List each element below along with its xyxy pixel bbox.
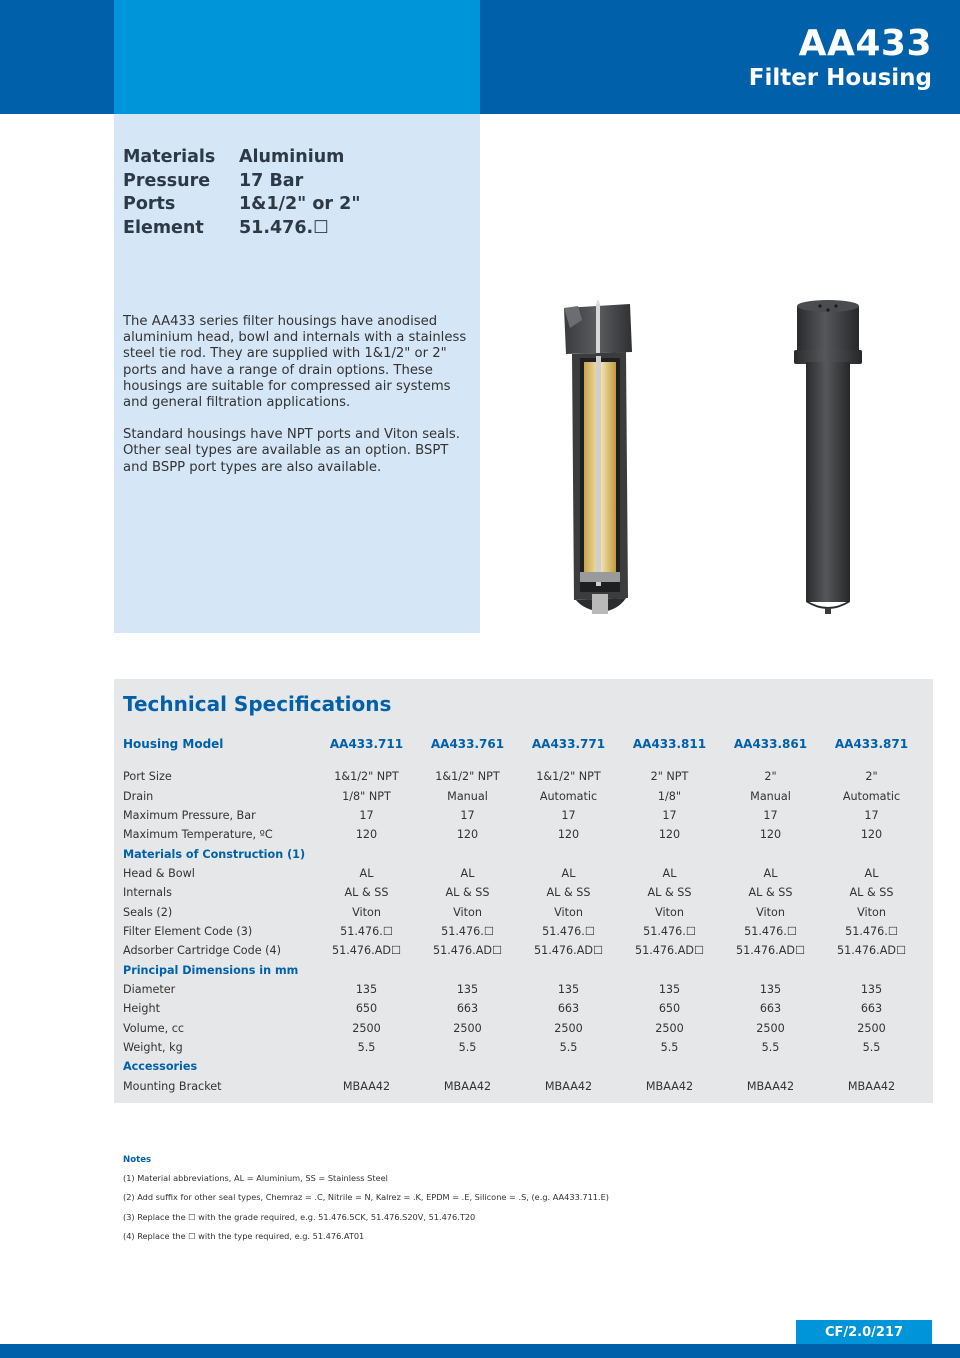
cell-value: 135 [355, 982, 378, 996]
cell-value: 663 [456, 1002, 479, 1016]
row-label: Mounting Bracket [123, 1079, 222, 1093]
summary-value: 17 Bar [239, 170, 304, 191]
cell-value: 135 [860, 982, 883, 996]
cell-value: AL [763, 866, 778, 880]
cell-value: 2500 [453, 1021, 482, 1035]
cell-value: Manual [750, 789, 791, 803]
cell-value: 2500 [352, 1021, 381, 1035]
technical-specifications-title: Technical Specifications [123, 692, 392, 716]
cell-value: 135 [557, 982, 580, 996]
cell-value: AL & SS [344, 886, 389, 900]
cell-value: 5.5 [357, 1040, 376, 1054]
table-spacer [123, 753, 922, 767]
specifications-table [123, 734, 922, 1096]
row-label: Weight, kg [123, 1040, 183, 1054]
model-number: AA433 [798, 23, 932, 64]
cell-value: 17 [561, 808, 576, 822]
cell-value: AL & SS [445, 886, 490, 900]
cell-value: 120 [860, 828, 883, 842]
cell-value: AL & SS [647, 886, 692, 900]
note-line: (2) Add suffix for other seal types, Chemraz = .C, Nitrile = N, Kalrez = .K, EPDM = .E, Silicone = .S, (e.g. AA433.711.E) [123, 1192, 609, 1203]
note-line: (4) Replace the ☐ with the type required, e.g. 51.476.AT01 [123, 1231, 365, 1242]
cell-value: MBAA42 [544, 1079, 593, 1093]
note-line: (1) Material abbreviations, AL = Aluminium, SS = Stainless Steel [123, 1173, 388, 1183]
description-paragraph: Standard housings have NPT ports and Viton seals. Other seal types are available as an option. BSPT and BSPP port types are also available. [123, 427, 460, 475]
model-header: AA433.761 [430, 736, 505, 751]
table-row [123, 922, 922, 941]
cell-value: 1&1/2" NPT [536, 770, 601, 784]
cell-value: 5.5 [761, 1040, 780, 1054]
table-row [123, 1038, 922, 1057]
table-row [123, 883, 922, 902]
table-row [123, 902, 922, 921]
cell-value: 17 [864, 808, 879, 822]
cell-value: 51.476.AD☐ [534, 944, 603, 958]
summary-value: Aluminium [239, 147, 345, 167]
cell-value: 51.476.AD☐ [635, 944, 704, 958]
summary-label: Materials [123, 147, 216, 167]
cell-value: 2500 [756, 1021, 785, 1035]
housing-model-header: Housing Model [123, 736, 224, 751]
cell-value: Automatic [539, 789, 598, 803]
cell-value: 17 [359, 808, 374, 822]
cell-value: 120 [456, 828, 479, 842]
section-heading: Principal Dimensions in mm [123, 963, 299, 977]
cell-value: 51.476.☐ [845, 924, 898, 938]
cell-value: 120 [658, 828, 681, 842]
cell-value: AL & SS [748, 886, 793, 900]
notes-title: Notes [123, 1155, 152, 1165]
cell-value: Viton [352, 905, 381, 919]
summary-label: Ports [123, 194, 176, 214]
cell-value: AL [561, 866, 576, 880]
model-header: AA433.771 [531, 736, 606, 751]
cell-value: Manual [447, 789, 488, 803]
cell-value: 2500 [554, 1021, 583, 1035]
cell-value: 1/8" [657, 789, 682, 803]
cell-value: 51.476.☐ [542, 924, 595, 938]
product-subtitle: Filter Housing [748, 65, 932, 91]
cell-value: 650 [658, 1002, 681, 1016]
summary-specs [123, 146, 360, 240]
cell-value: 51.476.☐ [340, 924, 393, 938]
cell-value: AL [864, 866, 879, 880]
cell-value: 120 [557, 828, 580, 842]
cell-value: 51.476.AD☐ [736, 944, 805, 958]
row-label: Seals (2) [123, 905, 173, 919]
cell-value: AL & SS [849, 886, 894, 900]
page-code-badge: CF/2.0/217 [796, 1320, 932, 1344]
model-header: AA433.811 [632, 736, 707, 751]
cell-value: 51.476.AD☐ [332, 944, 401, 958]
cell-value: 17 [662, 808, 677, 822]
summary-row [123, 193, 360, 217]
cutaway-housing-image [558, 300, 640, 618]
table-row [123, 1077, 922, 1096]
table-section-row [123, 1057, 922, 1076]
table-row [123, 767, 922, 786]
table-section-row [123, 844, 922, 863]
row-label: Adsorber Cartridge Code (4) [123, 944, 282, 958]
cell-value: 2500 [655, 1021, 684, 1035]
cell-value: Viton [756, 905, 785, 919]
header-accent-block [114, 0, 480, 114]
table-section-row [123, 960, 922, 979]
cell-value: 1&1/2" NPT [435, 770, 500, 784]
table-row [123, 825, 922, 844]
row-label: Maximum Temperature, ºC [123, 828, 273, 842]
cell-value: 1/8" NPT [342, 789, 391, 803]
description-paragraph: The AA433 series filter housings have anodised aluminium head, bowl and internals with a stainless steel tie rod. They are supplied with 1&1/2" or 2" ports and have a range of drain options. These housings are suitable for compressed air systems and general filtration applications. [123, 314, 467, 411]
table-row [123, 864, 922, 883]
cell-value: 2" NPT [650, 770, 689, 784]
cell-value: Automatic [842, 789, 901, 803]
row-label: Diameter [123, 982, 176, 996]
cell-value: 663 [557, 1002, 580, 1016]
cell-value: AL & SS [546, 886, 591, 900]
row-label: Height [123, 1002, 160, 1016]
cell-value: AL [460, 866, 475, 880]
cell-value: 663 [759, 1002, 782, 1016]
row-label: Port Size [123, 770, 172, 784]
table-header-row [123, 734, 922, 753]
model-header: AA433.711 [329, 736, 404, 751]
cell-value: 51.476.AD☐ [837, 944, 906, 958]
section-heading: Accessories [123, 1060, 198, 1074]
cell-value: 135 [456, 982, 479, 996]
notes-section [123, 1155, 609, 1251]
cell-value: Viton [453, 905, 482, 919]
cell-value: MBAA42 [443, 1079, 492, 1093]
note-line: (3) Replace the ☐ with the grade required, e.g. 51.476.5CK, 51.476.S20V, 51.476.T20 [123, 1211, 476, 1222]
cell-value: 2500 [857, 1021, 886, 1035]
model-header: AA433.861 [733, 736, 808, 751]
cell-value: 650 [355, 1002, 378, 1016]
cell-value: 17 [460, 808, 475, 822]
cell-value: 17 [763, 808, 778, 822]
cell-value: 5.5 [660, 1040, 679, 1054]
section-heading: Materials of Construction (1) [123, 847, 306, 861]
housing-image [794, 298, 862, 616]
cell-value: 135 [658, 982, 681, 996]
cell-value: 5.5 [458, 1040, 477, 1054]
cell-value: 51.476.☐ [643, 924, 696, 938]
row-label: Volume, cc [123, 1021, 185, 1035]
cell-value: MBAA42 [847, 1079, 896, 1093]
cell-value: 5.5 [862, 1040, 881, 1054]
cell-value: MBAA42 [342, 1079, 391, 1093]
cell-value: 135 [759, 982, 782, 996]
cell-value: 2" [865, 770, 878, 784]
table-row [123, 1018, 922, 1037]
summary-label: Element [123, 217, 204, 238]
table-row [123, 941, 922, 960]
product-description [123, 314, 473, 492]
summary-value: 51.476.☐ [239, 217, 329, 238]
footer-bar [0, 1344, 960, 1358]
cell-value: Viton [554, 905, 583, 919]
cell-value: 663 [860, 1002, 883, 1016]
row-label: Filter Element Code (3) [123, 924, 253, 938]
summary-label: Pressure [123, 170, 211, 191]
cell-value: 51.476.AD☐ [433, 944, 502, 958]
table-row [123, 980, 922, 999]
summary-row [123, 217, 360, 241]
row-label: Maximum Pressure, Bar [123, 808, 256, 822]
model-header: AA433.871 [834, 736, 909, 751]
table-row [123, 806, 922, 825]
cell-value: 51.476.☐ [441, 924, 494, 938]
cell-value: AL [359, 866, 374, 880]
table-row [123, 999, 922, 1018]
cell-value: 2" [764, 770, 777, 784]
cell-value: Viton [857, 905, 886, 919]
cell-value: 51.476.☐ [744, 924, 797, 938]
cell-value: MBAA42 [645, 1079, 694, 1093]
cell-value: 1&1/2" NPT [334, 770, 399, 784]
summary-row [123, 170, 360, 194]
row-label: Head & Bowl [123, 866, 195, 880]
document-title [749, 24, 932, 92]
row-label: Internals [123, 886, 172, 900]
cell-value: 120 [355, 828, 378, 842]
summary-row [123, 146, 360, 170]
cell-value: 120 [759, 828, 782, 842]
cell-value: 5.5 [559, 1040, 578, 1054]
cell-value: MBAA42 [746, 1079, 795, 1093]
row-label: Drain [123, 789, 154, 803]
cell-value: Viton [655, 905, 684, 919]
summary-value: 1&1/2" or 2" [239, 194, 361, 214]
table-row [123, 786, 922, 805]
cell-value: AL [662, 866, 677, 880]
